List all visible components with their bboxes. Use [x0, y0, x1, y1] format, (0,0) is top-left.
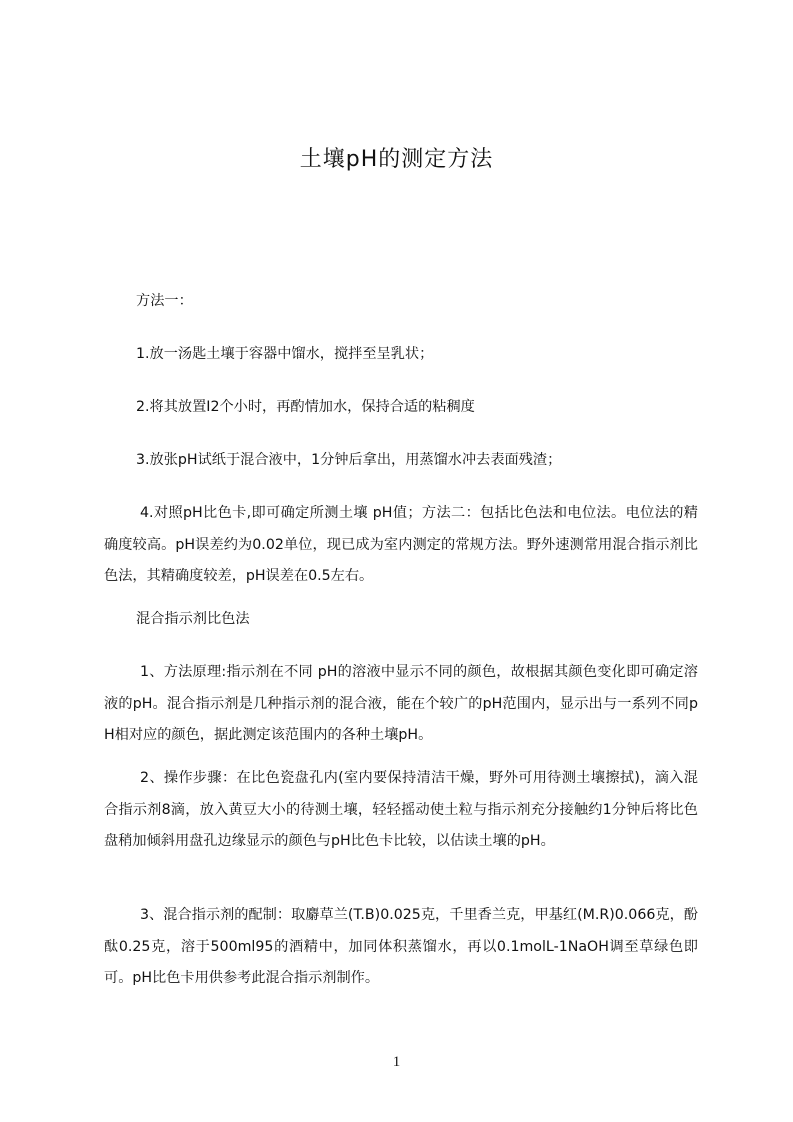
page-title: 土壤pH的测定方法 — [299, 147, 494, 172]
step-4-paragraph: 4.对照pH比色卡,即可确定所测土壤 pH值；方法二：包括比色法和电位法。电位法的精确度较高。pH误差约为0.02单位，现已成为室内测定的常规方法。野外速测常用混合指示剂比色法，其精确度较差，pH误差在0.5左右。 — [104, 505, 698, 584]
method1-heading: 方法一： — [136, 293, 193, 309]
preparation-paragraph: 3、混合指示剂的配制：取麝草兰(T.B)0.025克，千里香兰克，甲基红(M.R)0.066克，酚酞0.25克，溶于500ml95的酒精中，加同体积蒸馏水，再以0.1molL-1NaOH调至草绿色即可。pH比色卡用供参考此混合指示剂制作。 — [104, 907, 698, 986]
mixed-indicator-heading: 混合指示剂比色法 — [136, 611, 250, 627]
page-number: 1 — [392, 1054, 401, 1070]
principle-paragraph: 1、方法原理:指示剂在不同 pH的溶液中显示不同的颜色，故根据其颜色变化即可确定溶液的pH。混合指示剂是几种指示剂的混合液，能在个较广的pH范围内，显示出与一系列不同pH相对应的颜色，据此测定该范围内的各种土壤pH。 — [104, 664, 698, 743]
step-2-paragraph: 2.将其放置I2个小时，再酌情加水，保持合适的粘稠度 — [136, 399, 475, 415]
step-1-paragraph: 1.放一汤匙土壤于容器中馏水，搅拌至呈乳状； — [136, 346, 434, 362]
step-3-paragraph: 3.放张pH试纸于混合液中，1分钟后拿出，用蒸馏水冲去表面残渣； — [136, 452, 562, 468]
operation-paragraph: 2、操作步骤：在比色瓷盘孔内(室内要保持清洁干燥，野外可用待测土壤擦拭)，滴入混合指示剂8滴，放入黄豆大小的待测土壤，轻轻摇动使土粒与指示剂充分接触约1分钟后将比色盘稍加倾斜用盘孔边缘显示的颜色与pH比色卡比较，以估读土壤的pH。 — [104, 770, 698, 849]
